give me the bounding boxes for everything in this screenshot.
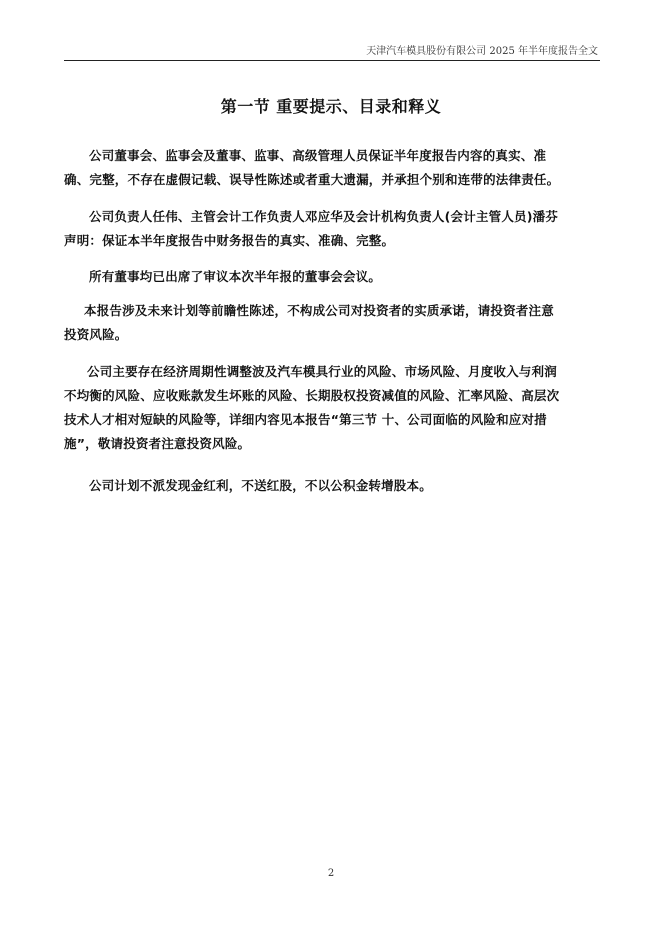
paragraph-line: 技术人才相对短缺的风险等，详细内容见本报告“第三节 十、公司面临的风险和应对措 <box>64 412 547 427</box>
paragraph-line: 声明：保证本半年度报告中财务报告的真实、准确、完整。 <box>64 233 395 248</box>
paragraph-line: 投资风险。 <box>64 327 128 342</box>
paragraph-line: 所有董事均已出席了审议本次半年报的董事会会议。 <box>89 269 382 284</box>
paragraph-line: 不均衡的风险、应收账款发生坏账的风险、长期股权投资减值的风险、汇率风险、高层次 <box>64 388 560 403</box>
paragraph-line: 公司负责人任伟、主管会计工作负责人邓应华及会计机构负责人(会计主管人员)潘芬 <box>89 209 559 224</box>
paragraph-line: 公司董事会、监事会及董事、监事、高级管理人员保证半年度报告内容的真实、准 <box>89 148 547 163</box>
paragraph-line: 公司计划不派发现金红利，不送红股，不以公积金转增股本。 <box>89 478 432 493</box>
paragraph-board-attendance <box>64 265 594 289</box>
paragraph-line: 施”，敬请投资者注意投资风险。 <box>64 436 251 451</box>
paragraph-board-guarantee <box>64 144 594 192</box>
paragraph-dividend-plan <box>64 474 594 498</box>
header-title: 天津汽车模具股份有限公司 2025 年半年度报告全文 <box>366 46 598 57</box>
paragraph-line: 公司主要存在经济周期性调整波及汽车模具行业的风险、市场风险、月度收入与利润 <box>87 364 557 379</box>
page-header <box>64 44 600 61</box>
page-number: 2 <box>327 868 335 879</box>
paragraph-line: 本报告涉及未来计划等前瞻性陈述，不构成公司对投资者的实质承诺，请投资者注意 <box>84 303 554 318</box>
paragraph-forward-looking <box>64 299 594 347</box>
paragraph-financial-statement <box>64 205 594 253</box>
paragraph-risks <box>64 360 594 456</box>
paragraph-line: 确、完整，不存在虚假记载、误导性陈述或者重大遗漏，并承担个别和连带的法律责任。 <box>64 172 560 187</box>
section-title: 第一节 重要提示、目录和释义 <box>220 97 442 116</box>
